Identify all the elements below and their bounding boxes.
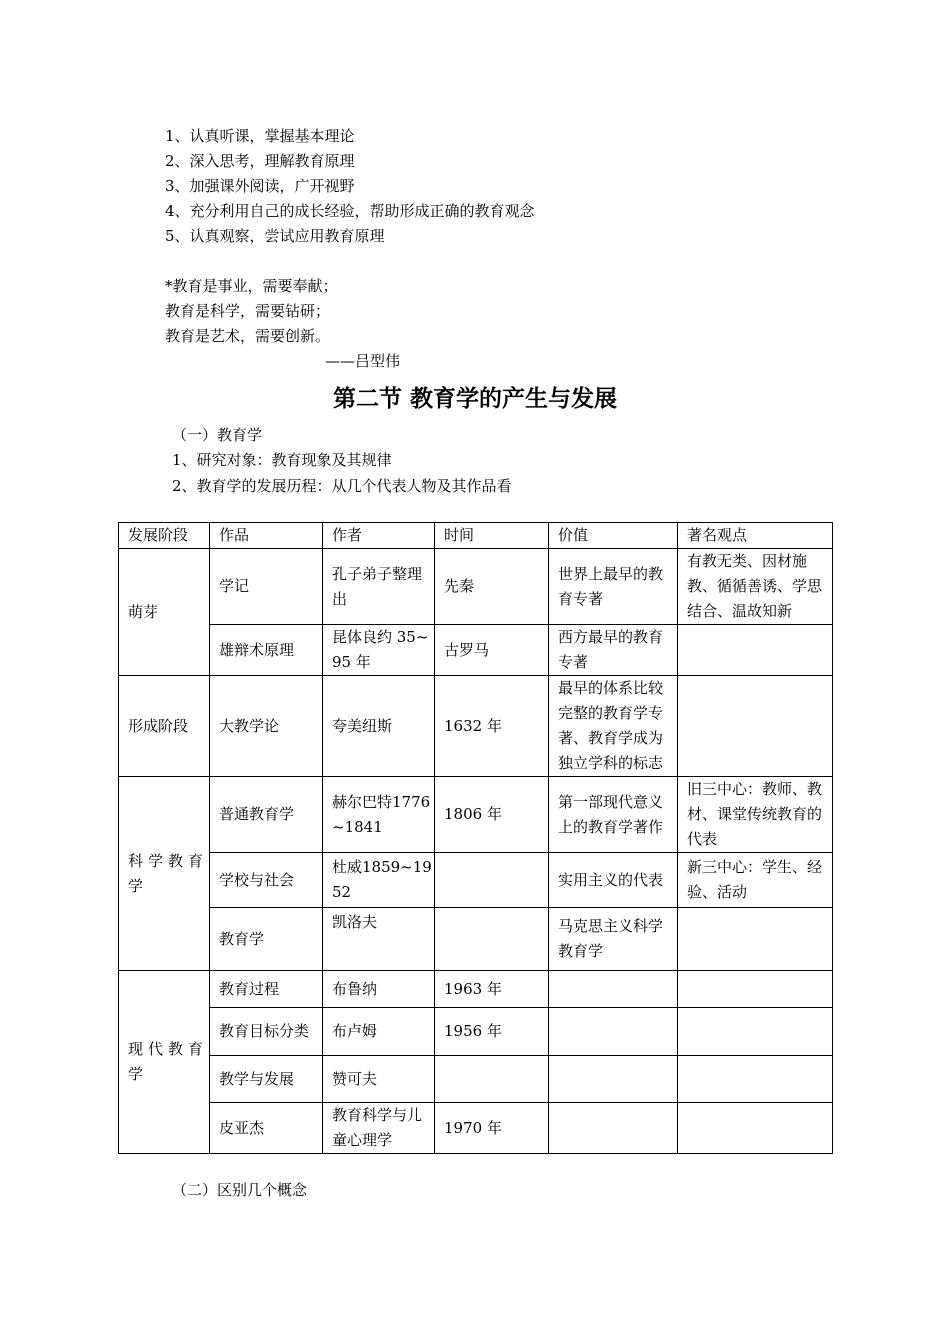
study-method-2: 2、深入思考，理解教育原理	[165, 152, 355, 170]
author-cell: 凯洛夫	[323, 908, 435, 971]
value-cell: 第一部现代意义上的教育学著作	[549, 777, 678, 853]
time-cell: 1806 年	[435, 777, 549, 853]
subsection-heading-2: （二）区别几个概念	[172, 1181, 308, 1199]
quote-line-1: *教育是事业，需要奉献；	[165, 277, 338, 295]
work-cell: 学记	[210, 549, 323, 625]
header-value: 价值	[549, 523, 678, 549]
quote-line-2: 教育是科学，需要钻研；	[165, 302, 331, 320]
subsection-heading-1: （一）教育学	[172, 426, 263, 444]
viewpoint-cell	[678, 625, 833, 676]
table-row	[119, 1103, 833, 1154]
header-viewpoint: 著名观点	[678, 523, 833, 549]
table-row	[119, 853, 833, 908]
quote-line-3: 教育是艺术，需要创新。	[165, 327, 331, 345]
work-cell: 教育过程	[210, 971, 323, 1008]
value-cell: 马克思主义科学教育学	[549, 908, 678, 971]
value-cell: 实用主义的代表	[549, 853, 678, 908]
work-cell: 皮亚杰	[210, 1103, 323, 1154]
stage-cell: 科 学 教 育 学	[119, 777, 210, 971]
viewpoint-cell	[678, 908, 833, 971]
value-cell	[549, 1056, 678, 1103]
work-cell: 雄辩术原理	[210, 625, 323, 676]
work-cell: 学校与社会	[210, 853, 323, 908]
study-method-5: 5、认真观察，尝试应用教育原理	[165, 227, 385, 245]
section-title: 第二节 教育学的产生与发展	[332, 386, 617, 412]
stage-cell: 萌芽	[119, 549, 210, 676]
time-cell: 1956 年	[435, 1008, 549, 1056]
author-cell: 教育科学与儿童心理学	[323, 1103, 435, 1154]
author-cell: 赞可夫	[323, 1056, 435, 1103]
stage-cell: 形成阶段	[119, 676, 210, 777]
time-cell	[435, 853, 549, 908]
value-cell	[549, 971, 678, 1008]
viewpoint-cell: 有教无类、因材施教、循循善诱、学思结合、温故知新	[678, 549, 833, 625]
point-1: 1、研究对象：教育现象及其规律	[172, 451, 392, 469]
viewpoint-cell: 新三中心：学生、经验、活动	[678, 853, 833, 908]
value-cell: 最早的体系比较完整的教育学专著、教育学成为独立学科的标志	[549, 676, 678, 777]
table-row	[119, 1056, 833, 1103]
time-cell	[435, 1056, 549, 1103]
viewpoint-cell	[678, 1103, 833, 1154]
viewpoint-cell: 旧三中心：教师、教材、课堂传统教育的代表	[678, 777, 833, 853]
education-history-table	[118, 522, 833, 1154]
author-cell: 赫尔巴特1776~1841	[323, 777, 435, 853]
study-method-3: 3、加强课外阅读，广开视野	[165, 177, 355, 195]
header-work: 作品	[210, 523, 323, 549]
time-cell: 1963 年	[435, 971, 549, 1008]
author-cell: 夸美纽斯	[323, 676, 435, 777]
table-row	[119, 676, 833, 777]
value-cell	[549, 1103, 678, 1154]
table-header-row	[119, 523, 833, 549]
table-row	[119, 1008, 833, 1056]
value-cell	[549, 1008, 678, 1056]
time-cell: 古罗马	[435, 625, 549, 676]
quote-author: ——吕型伟	[325, 352, 401, 370]
time-cell: 先秦	[435, 549, 549, 625]
work-cell: 大教学论	[210, 676, 323, 777]
header-stage: 发展阶段	[119, 523, 210, 549]
value-cell: 世界上最早的教育专著	[549, 549, 678, 625]
table-row	[119, 777, 833, 853]
work-cell: 普通教育学	[210, 777, 323, 853]
point-2: 2、教育学的发展历程：从几个代表人物及其作品看	[172, 477, 512, 495]
viewpoint-cell	[678, 1056, 833, 1103]
viewpoint-cell	[678, 676, 833, 777]
table-row	[119, 971, 833, 1008]
study-method-4: 4、充分利用自己的成长经验，帮助形成正确的教育观念	[165, 202, 535, 220]
work-cell: 教育目标分类	[210, 1008, 323, 1056]
author-cell: 孔子弟子整理出	[323, 549, 435, 625]
table-row	[119, 625, 833, 676]
author-cell: 布鲁纳	[323, 971, 435, 1008]
header-author: 作者	[323, 523, 435, 549]
stage-cell: 现 代 教 育 学	[119, 971, 210, 1154]
work-cell: 教学与发展	[210, 1056, 323, 1103]
author-cell: 昆体良约 35~95 年	[323, 625, 435, 676]
study-method-1: 1、认真听课，掌握基本理论	[165, 127, 355, 145]
table-row	[119, 549, 833, 625]
viewpoint-cell	[678, 971, 833, 1008]
time-cell: 1970 年	[435, 1103, 549, 1154]
viewpoint-cell	[678, 1008, 833, 1056]
author-cell: 杜威1859~1952	[323, 853, 435, 908]
header-time: 时间	[435, 523, 549, 549]
time-cell: 1632 年	[435, 676, 549, 777]
author-cell: 布卢姆	[323, 1008, 435, 1056]
time-cell	[435, 908, 549, 971]
table-row	[119, 908, 833, 971]
value-cell: 西方最早的教育专著	[549, 625, 678, 676]
work-cell: 教育学	[210, 908, 323, 971]
